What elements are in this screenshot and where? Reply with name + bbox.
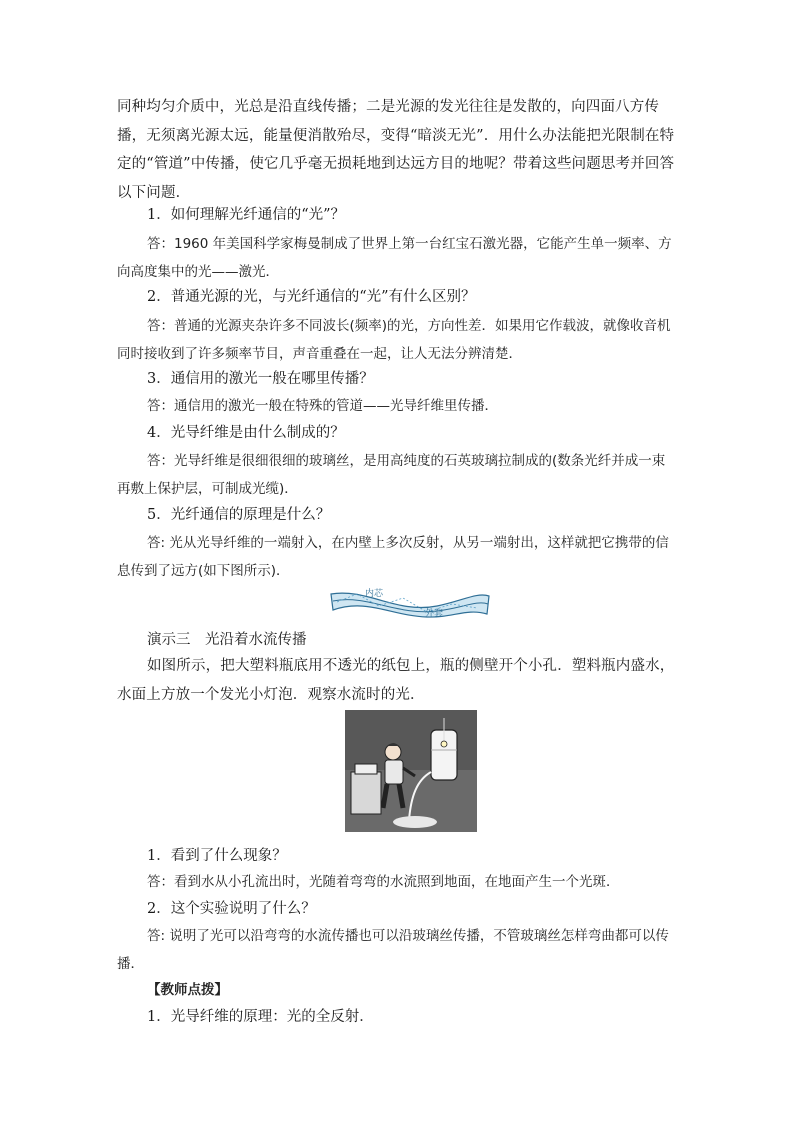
boy-head	[385, 744, 401, 760]
intro-paragraph: 同种均匀介质中，光总是沿直线传播；二是光源的发光往往是发散的，向四面八方传播，无须离光源太远，能量便消散殆尽，变得“暗淡无光”．用什么办法能把光限制在特定的“管道”中传播，使它几乎毫无损耗地到达远方目的地呢？带着这些问题思考并回答以下问题．	[117, 99, 675, 201]
fiber-inner-label: 内芯	[365, 589, 384, 599]
question-3: 3．通信用的激光一般在哪里传播？	[147, 371, 374, 387]
demo-question-1: 1．看到了什么现象？	[147, 848, 287, 864]
answer-4: 答：光导纤维是很细很细的玻璃丝，是用高纯度的石英玻璃拉制成的(数条光纤并成一束再敷上保护层，可制成光缆)．	[117, 453, 666, 497]
question-2: 2．普通光源的光，与光纤通信的“光”有什么区别？	[147, 289, 476, 305]
demo-question-2: 2．这个实验说明了什么？	[147, 901, 316, 917]
demo-answer-1: 答：看到水从小孔流出时，光随着弯弯的水流照到地面，在地面产生一个光斑．	[147, 874, 620, 890]
answer-5: 答: 光从光导纤维的一端射入，在内壁上多次反射，从另一端射出，这样就把它携带的信息传到了远方(如下图所示)．	[117, 535, 669, 579]
teacher-point-1: 1．光导纤维的原理：光的全反射．	[147, 1009, 374, 1025]
teacher-tips-heading: 【教师点拨】	[147, 982, 228, 998]
question-4: 4．光导纤维是由什么制成的？	[147, 425, 345, 441]
question-1: 1．如何理解光纤通信的“光”？	[147, 207, 346, 223]
question-5: 5．光纤通信的原理是什么？	[147, 507, 331, 523]
box-on-table	[355, 764, 377, 774]
answer-2: 答：普通的光源夹杂许多不同波长(频率)的光，方向性差．如果用它作载波，就像收音机同时接收到了许多频率节目，声音重叠在一起，让人无法分辨清楚．	[117, 318, 671, 362]
demo-title: 演示三 光沿着水流传播	[147, 632, 307, 648]
table-shape	[351, 772, 381, 814]
demo-answer-2: 答: 说明了光可以沿弯弯的水流传播也可以沿玻璃丝传播，不管玻璃丝怎样弯曲都可以传播．	[117, 928, 669, 972]
boy-shirt	[385, 760, 403, 784]
fiber-outer-label: 外套	[425, 609, 444, 619]
answer-1: 答：1960 年美国科学家梅曼制成了世界上第一台红宝石激光器，它能产生单一频率、方向高度集中的光——激光．	[117, 236, 672, 280]
water-flow-illustration	[345, 710, 477, 832]
demo-description: 如图所示，把大塑料瓶底用不透光的纸包上，瓶的侧壁开个小孔．塑料瓶内盛水，水面上方放一个发光小灯泡．观察水流时的光．	[117, 658, 675, 703]
optical-fiber-figure	[327, 584, 493, 620]
light-spot	[393, 816, 437, 828]
light-bulb	[441, 741, 447, 747]
answer-3: 答：通信用的激光一般在特殊的管道——光导纤维里传播．	[147, 398, 498, 414]
